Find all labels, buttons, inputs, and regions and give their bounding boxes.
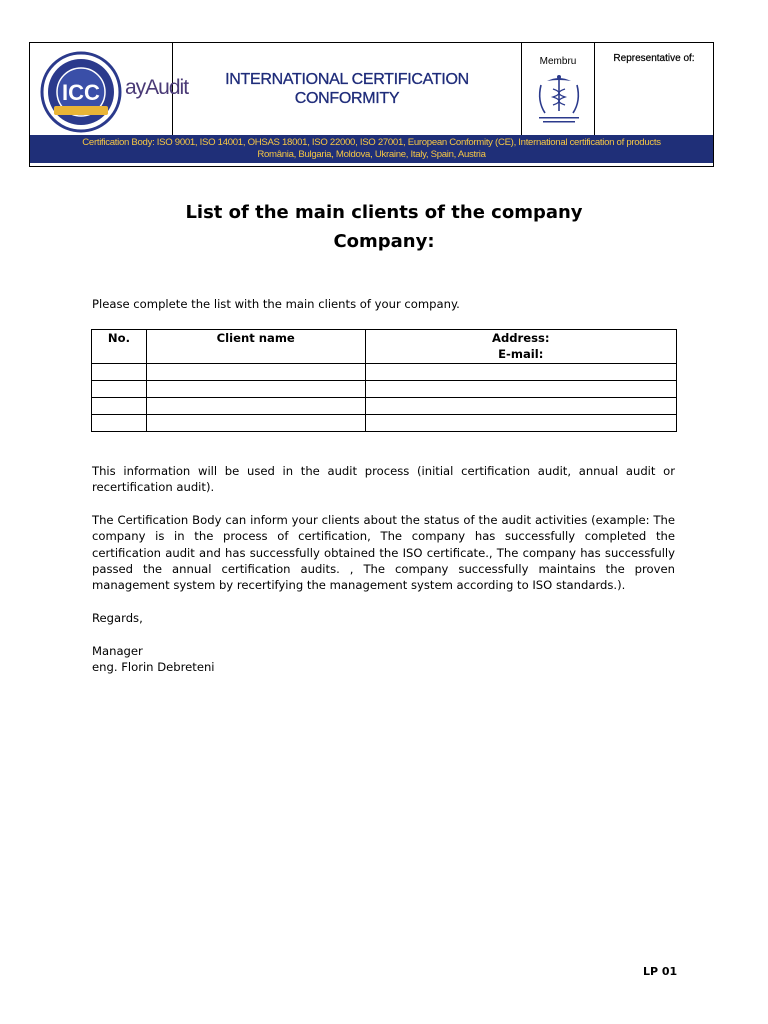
regards-text: Regards, [92, 611, 143, 625]
info-paragraph: This information will be used in the audit process (initial certification audit, annual audit or recertification audit). [92, 464, 675, 495]
cell-client-name[interactable] [146, 364, 365, 381]
table-row [92, 398, 677, 415]
signature-role: Manager [92, 644, 143, 658]
member-label: Membru [539, 56, 577, 67]
cell-client-name[interactable] [146, 415, 365, 432]
cell-no[interactable] [92, 398, 147, 415]
cell-no[interactable] [92, 364, 147, 381]
column-header-client-name: Client name [146, 330, 365, 364]
table-header-row [92, 330, 677, 364]
company-label: Company: [333, 231, 435, 252]
header-title-cell [173, 43, 522, 135]
cell-no[interactable] [92, 415, 147, 432]
cell-address[interactable] [365, 415, 676, 432]
cell-address[interactable] [365, 364, 676, 381]
icc-logo-seal [38, 51, 126, 133]
signature-name: eng. Florin Debreteni [92, 660, 215, 674]
document-title: List of the main clients of the company [185, 202, 583, 223]
cell-client-name[interactable] [146, 381, 365, 398]
representative-cell [595, 43, 713, 135]
instruction-text: Please complete the list with the main clients of your company. [92, 297, 460, 311]
table-row [92, 381, 677, 398]
document-header [29, 42, 714, 167]
column-header-no: No. [92, 330, 147, 364]
table-row [92, 364, 677, 381]
address-header-label: Address: [491, 331, 550, 345]
cell-client-name[interactable] [146, 398, 365, 415]
band-line-standards: Certification Body: ISO 9001, ISO 14001, OHSAS 18001, ISO 22000, ISO 27001, European Conformity (CE), International certification of products [82, 137, 661, 148]
cell-no[interactable] [92, 381, 147, 398]
form-code: LP 01 [643, 965, 678, 978]
email-header-label: E-mail: [498, 347, 544, 361]
brand-wordmark: ayAudit [125, 76, 189, 99]
clients-table [91, 329, 677, 432]
chamber-of-commerce-emblem [535, 71, 583, 127]
svg-text:ICC: ICC [62, 80, 100, 105]
certification-body-paragraph: The Certification Body can inform your clients about the status of the audit activities (example: The company is in the process of certification, The company has successfully completed the certification audit and has successfully obtained the ISO certificate., The company has successfully passed the annual certification audits. , The company successfully maintains the proven management system by recertifying the management system according to ISO standards.). [92, 513, 675, 593]
logo-cell [30, 43, 189, 135]
representative-label: Representative of: [613, 53, 695, 64]
member-cell [522, 43, 595, 135]
header-title-line1: INTERNATIONAL CERTIFICATION [225, 71, 469, 88]
header-title-line2: CONFORMITY [294, 90, 400, 107]
table-row [92, 415, 677, 432]
certification-band [30, 135, 713, 163]
column-header-address [365, 330, 676, 364]
cell-address[interactable] [365, 398, 676, 415]
band-line-countries: România, Bulgaria, Moldova, Ukraine, Italy, Spain, Austria [257, 149, 486, 160]
cell-address[interactable] [365, 381, 676, 398]
